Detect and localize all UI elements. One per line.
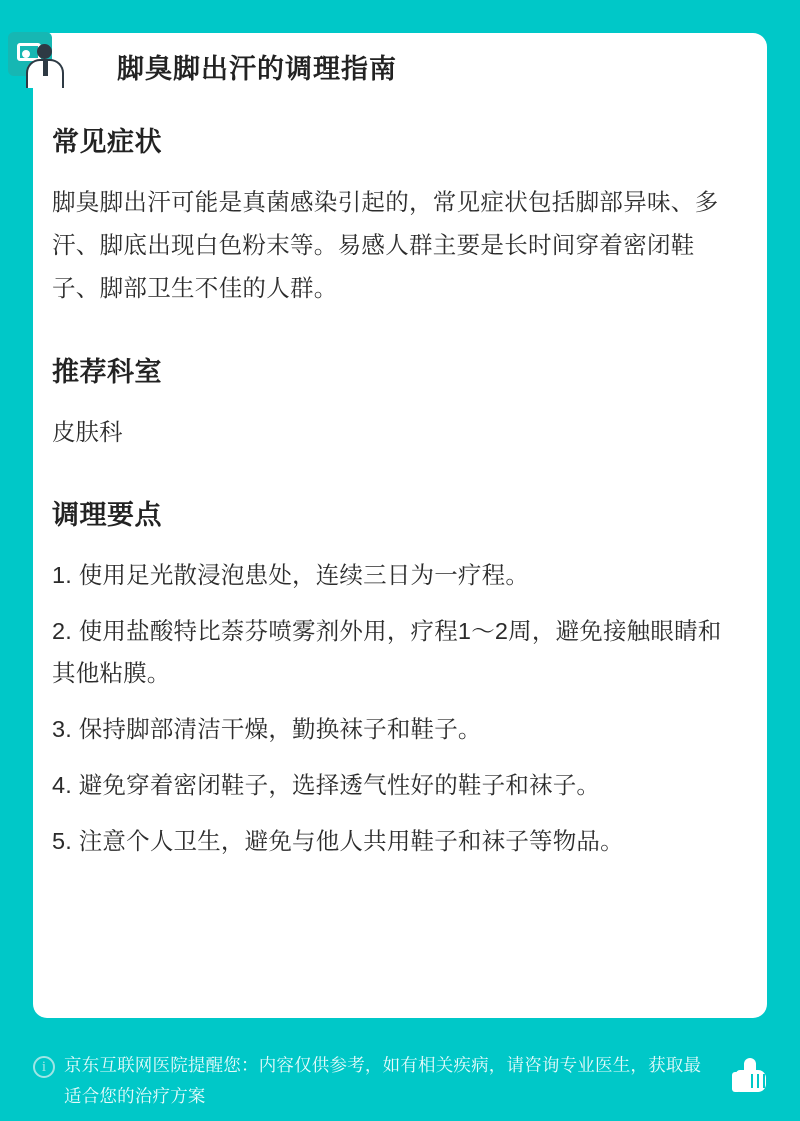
- thumb-up-finger: [744, 1058, 756, 1074]
- section-text-symptoms: 脚臭脚出汗可能是真菌感染引起的，常见症状包括脚部异味、多汗、脚底出现白色粉末等。易感人群主要是长时间穿着密闭鞋子、脚部卫生不佳的人群。: [52, 189, 719, 301]
- list-item: 2. 使用盐酸特比萘芬喷雾剂外用，疗程1～2周，避免接触眼睛和其他粘膜。: [52, 618, 722, 686]
- thumb-line-3: [763, 1074, 765, 1088]
- footer: [0, 1030, 800, 1121]
- doctor-document-icon: [8, 32, 62, 86]
- thumb-line-1: [751, 1074, 753, 1088]
- page-title: 脚臭脚出汗的调理指南: [117, 54, 397, 84]
- info-icon: i: [33, 1056, 55, 1078]
- list-item: 3. 保持脚部清洁干燥，勤换袜子和鞋子。: [52, 716, 482, 742]
- footer-disclaimer: 京东互联网医院提醒您：内容仅供参考，如有相关疾病，请咨询专业医生，获取最适合您的治疗方案: [64, 1055, 702, 1106]
- section-heading-symptoms: 常见症状: [52, 127, 162, 157]
- section-text-department: 皮肤科: [52, 419, 123, 445]
- thumb-line-2: [757, 1074, 759, 1088]
- avatar-tie: [43, 60, 48, 76]
- doctor-avatar-icon: [26, 44, 66, 88]
- section-heading-department: 推荐科室: [52, 357, 162, 387]
- section-heading-care: 调理要点: [52, 500, 162, 530]
- avatar-head: [37, 44, 52, 59]
- article-body: [52, 120, 738, 876]
- thumbs-up-icon[interactable]: [732, 1056, 770, 1094]
- care-points-list: [52, 554, 738, 862]
- list-item: 4. 避免穿着密闭鞋子，选择透气性好的鞋子和袜子。: [52, 772, 601, 798]
- list-item: 1. 使用足光散浸泡患处，连续三日为一疗程。: [52, 562, 530, 588]
- list-item: 5. 注意个人卫生，避免与他人共用鞋子和袜子等物品。: [52, 828, 624, 854]
- thumb-cuff: [732, 1072, 741, 1092]
